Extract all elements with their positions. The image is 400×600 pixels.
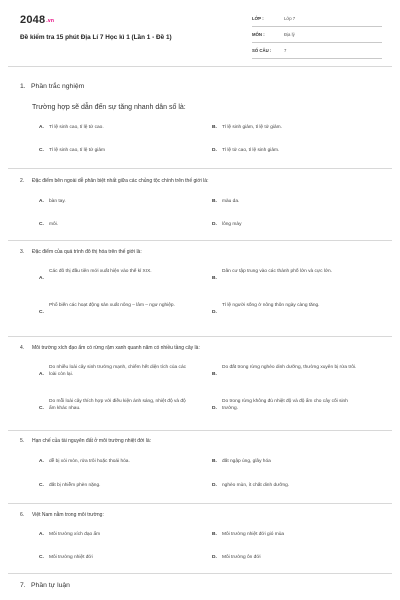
question-text: Hạn chế của tài nguyên đất ở môi trường nhiệt đới là: — [32, 438, 152, 444]
divider — [8, 573, 392, 574]
document-header — [0, 0, 400, 64]
site-logo[interactable] — [20, 14, 54, 26]
option-text: Môi trường nhiệt đới gió mùa — [222, 532, 285, 537]
question-number: 6. — [20, 512, 25, 518]
option-text: bàn tay. — [49, 199, 66, 204]
option-text: Tỉ lệ sinh giảm, tỉ lệ tử giảm. — [222, 125, 282, 130]
divider — [8, 503, 392, 504]
meta-row-count — [252, 46, 382, 59]
option-text: Phổ biến các hoạt động sản xuất nông – lâm – ngư nghiệp. — [49, 303, 175, 308]
option-letter: D. — [212, 222, 217, 227]
option-text: Dân cư tập trung vào các thành phố lớn và cực lớn. — [222, 269, 333, 274]
section-number: 1. — [20, 83, 26, 90]
option-letter: C. — [39, 406, 44, 411]
question-text: Đặc điểm của quá trình đô thị hóa trên thế giới là: — [32, 249, 142, 255]
option-letter: D. — [212, 406, 217, 411]
option-text: Tỉ lệ sinh cao, tỉ lệ tử giảm — [49, 148, 105, 153]
option-text: Môi trường nhiệt đới — [49, 555, 93, 560]
option-letter: D. — [212, 148, 217, 153]
option-text: Do nhiều loài cây sinh trưởng mạnh, chiếm hết diện tích của các loài còn lại. — [49, 365, 187, 377]
option-letter: B. — [212, 532, 217, 537]
question-number: 4. — [20, 345, 25, 351]
option-letter: C. — [39, 555, 44, 560]
option-letter: D. — [212, 555, 217, 560]
meta-key: LỚP : — [252, 16, 264, 21]
divider — [8, 240, 392, 241]
option-text: Tỉ lệ người sống ở nông thôn ngày càng tăng. — [222, 303, 320, 308]
logo-suffix: .vn — [46, 18, 55, 24]
question-stem — [20, 178, 382, 185]
question-text: Môi trường xích đạo ẩm có rừng rậm xanh quanh năm có nhiều tầng cây là: — [32, 345, 200, 351]
option-text: dễ bị xói mòn, rửa trôi hoặc thoái hóa. — [49, 459, 130, 464]
option-text: đất bị nhiễm phèn nặng. — [49, 483, 101, 488]
option-text: màu da. — [222, 199, 240, 204]
option-letter: B. — [212, 459, 217, 464]
meta-value: Lớp 7 — [284, 16, 296, 21]
option-letter: A. — [39, 276, 44, 281]
section-label: Phần trắc nghiệm — [31, 83, 85, 90]
divider — [8, 336, 392, 337]
option-text: Tỉ lệ tử cao, tỉ lệ sinh giảm. — [222, 148, 280, 153]
option-text: nghèo mùn, ít chất dinh dưỡng. — [222, 483, 290, 488]
option-letter: C. — [39, 310, 44, 315]
option-letter: B. — [212, 372, 217, 377]
meta-key: MÔN : — [252, 32, 265, 37]
option-text: Tỉ lệ sinh cao, tỉ lệ tử cao. — [49, 125, 104, 130]
option-letter: A. — [39, 459, 44, 464]
section-label: Phần tự luận — [31, 582, 70, 589]
option-text: Do trong rừng không đủ nhiệt độ và độ ẩm cho cây cối sinh trưởng. — [222, 399, 348, 411]
meta-key: SỐ CÂU : — [252, 48, 272, 53]
question-stem — [20, 345, 382, 352]
question-number: 2. — [20, 178, 25, 184]
option-letter: D. — [212, 483, 217, 488]
section-heading-mcq — [20, 83, 84, 90]
option-letter: A. — [39, 199, 44, 204]
option-letter: B. — [212, 199, 217, 204]
option-letter: A. — [39, 532, 44, 537]
question-number: 3. — [20, 249, 25, 255]
option-text: Do đất trong rừng nghèo dinh dưỡng, thường xuyên bị rửa trôi. — [222, 365, 357, 370]
divider — [8, 168, 392, 169]
meta-value: Địa lý — [284, 32, 295, 37]
logo-text: 2048 — [20, 14, 46, 26]
section-number: 7. — [20, 582, 26, 589]
option-letter: B. — [212, 276, 217, 281]
option-letter: D. — [212, 310, 217, 315]
section-heading-essay — [20, 582, 70, 589]
option-text: Do mỗi loài cây thích hợp với điều kiện ánh sáng, nhiệt độ và độ ẩm khác nhau. — [49, 399, 186, 411]
divider — [8, 66, 392, 67]
question-stem — [20, 512, 382, 519]
option-letter: C. — [39, 148, 44, 153]
divider — [8, 430, 392, 431]
option-letter: A. — [39, 125, 44, 130]
option-text: môi. — [49, 222, 59, 227]
option-text: đất ngập úng, glây hóa — [222, 459, 271, 464]
option-letter: C. — [39, 222, 44, 227]
meta-row-class — [252, 14, 382, 27]
question-stem: Trường hợp sẽ dẫn đến sự tăng nhanh dân số là: — [32, 104, 186, 111]
question-stem — [20, 249, 382, 256]
document-title: Đề kiểm tra 15 phút Địa Lí 7 Học kì 1 (Lần 1 - Đề 1) — [20, 34, 172, 41]
option-text: Môi trường ôn đới — [222, 555, 261, 560]
question-text: Việt Nam nằm trong môi trường: — [32, 512, 104, 518]
option-letter: C. — [39, 483, 44, 488]
question-text: Đặc điểm bên ngoài dễ phân biệt nhất giữa các chủng tộc chính trên thế giới là: — [32, 178, 209, 184]
option-text: Môi trường xích đạo ẩm — [49, 532, 101, 537]
question-stem — [20, 438, 382, 445]
meta-row-subject — [252, 30, 382, 43]
option-letter: A. — [39, 372, 44, 377]
question-number: 5. — [20, 438, 25, 444]
option-letter: B. — [212, 125, 217, 130]
option-text: Các đô thị đầu tiên mới xuất hiện vào thế kỉ XIX. — [49, 269, 152, 274]
document-meta — [252, 14, 382, 62]
option-text: lông mày — [222, 222, 242, 227]
meta-value: 7 — [284, 48, 287, 53]
